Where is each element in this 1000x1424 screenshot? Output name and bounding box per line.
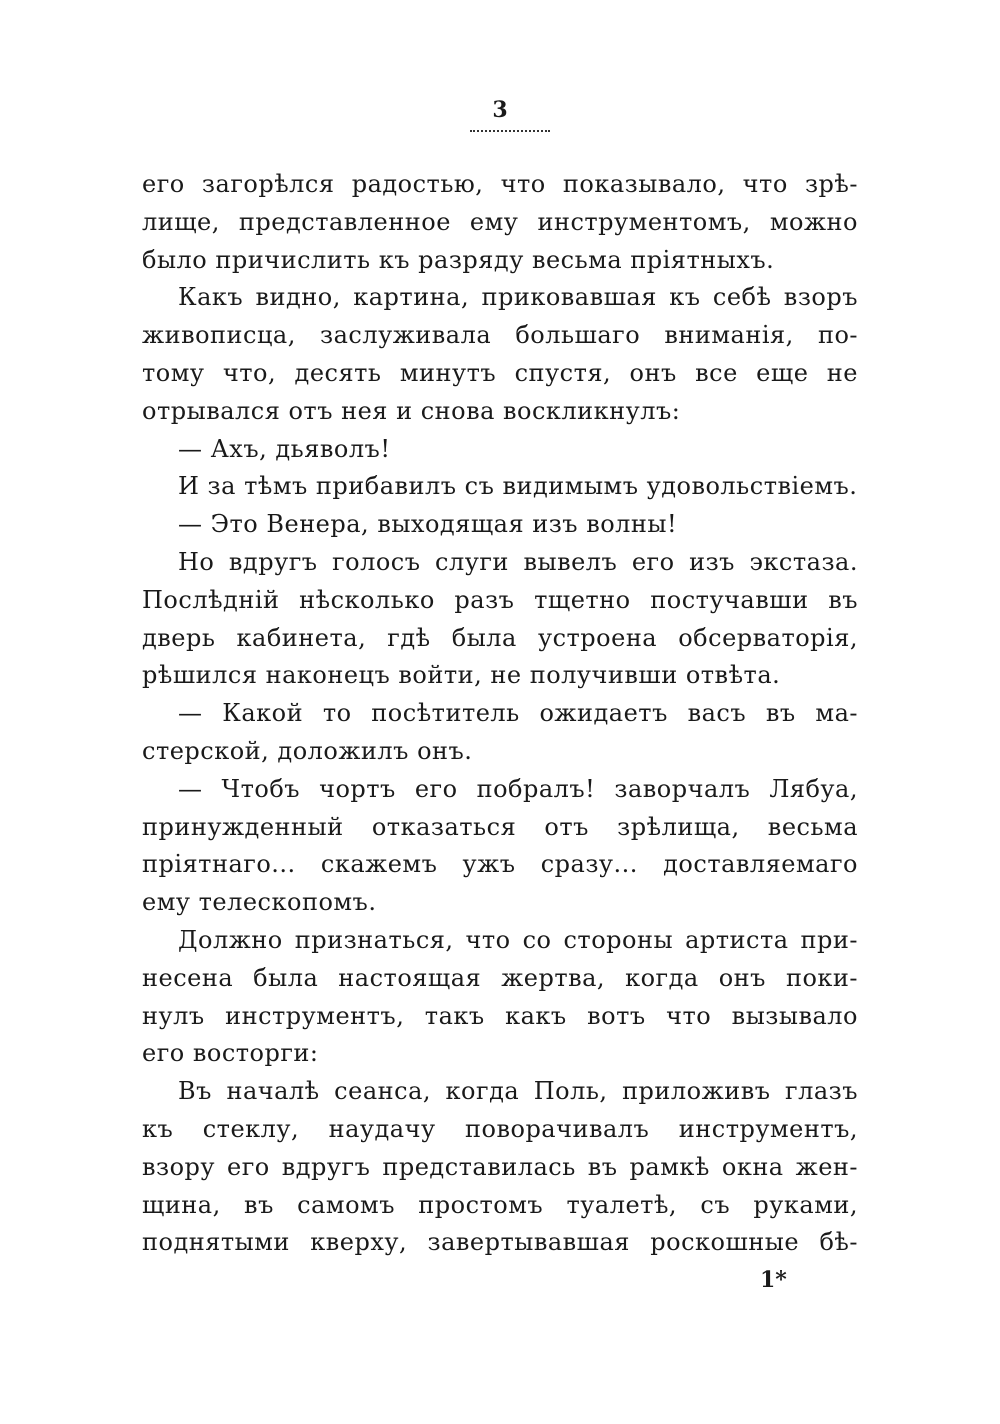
text-line: его восторги: <box>142 1039 319 1068</box>
text-line: — Чтобъ чортъ его побралъ! заворчалъ Лябуа, <box>178 774 858 803</box>
text-line: отрывался отъ нея и снова воскликнулъ: <box>142 396 681 425</box>
page-number: 3 <box>492 97 508 123</box>
printer-signature-mark: 1* <box>760 1267 787 1293</box>
text-line: дверь кабинета, гдѣ была устроена обсерваторія, <box>142 623 858 652</box>
text-line: Но вдругъ голосъ слуги вывелъ его изъ экстаза. <box>178 547 858 576</box>
text-line: поднятыми кверху, завертывавшая роскошные бѣ- <box>142 1228 858 1257</box>
text-line: принужденный отказаться отъ зрѣлища, весьма <box>142 812 858 841</box>
text-line: его загорѣлся радостью, что показывало, что зрѣ- <box>142 170 858 198</box>
text-line: — Ахъ, дьяволъ! <box>178 434 391 463</box>
text-line: Послѣдній нѣсколько разъ тщетно постучавши въ <box>142 585 858 614</box>
text-line: стерской, доложилъ онъ. <box>142 736 473 765</box>
text-line: пріятнаго... скажемъ ужъ сразу... доставляемаго <box>142 850 858 879</box>
text-line: — Это Венера, выходящая изъ волны! <box>178 510 678 539</box>
text-line: тому что, десять минутъ спустя, онъ все еще не <box>142 358 858 387</box>
text-line: было причислить къ разряду весьма пріятныхъ. <box>142 245 775 274</box>
body-text <box>142 166 858 1262</box>
text-line: И за тѣмъ прибавилъ съ видимымъ удовольствіемъ. <box>178 472 858 501</box>
text-line: Въ началѣ сеанса, когда Поль, приложивъ глазъ <box>178 1077 858 1106</box>
text-line: взору его вдругъ представилась въ рамкѣ окна жен- <box>142 1152 858 1181</box>
text-line: нулъ инструментъ, такъ какъ вотъ что вызывало <box>142 1001 858 1030</box>
text-line: Должно признаться, что со стороны артиста при- <box>178 925 858 954</box>
text-line: рѣшился наконецъ войти, не получивши отвѣта. <box>142 661 781 690</box>
text-line: ему телескопомъ. <box>142 888 377 917</box>
text-line: лище, представленное ему инструментомъ, можно <box>142 207 858 236</box>
text-line: щина, въ самомъ простомъ туалетѣ, съ руками, <box>142 1190 858 1219</box>
text-line: Какъ видно, картина, приковавшая къ себѣ взоръ <box>178 283 858 312</box>
header-rule <box>470 130 550 132</box>
text-line: къ стеклу, наудачу поворачивалъ инструментъ, <box>142 1114 858 1143</box>
text-line: несена была настоящая жертва, когда онъ поки- <box>142 963 858 992</box>
text-line: — Какой то посѣтитель ожидаетъ васъ въ ма- <box>178 699 858 728</box>
text-line: живописца, заслуживала большаго вниманія, по- <box>142 321 858 350</box>
